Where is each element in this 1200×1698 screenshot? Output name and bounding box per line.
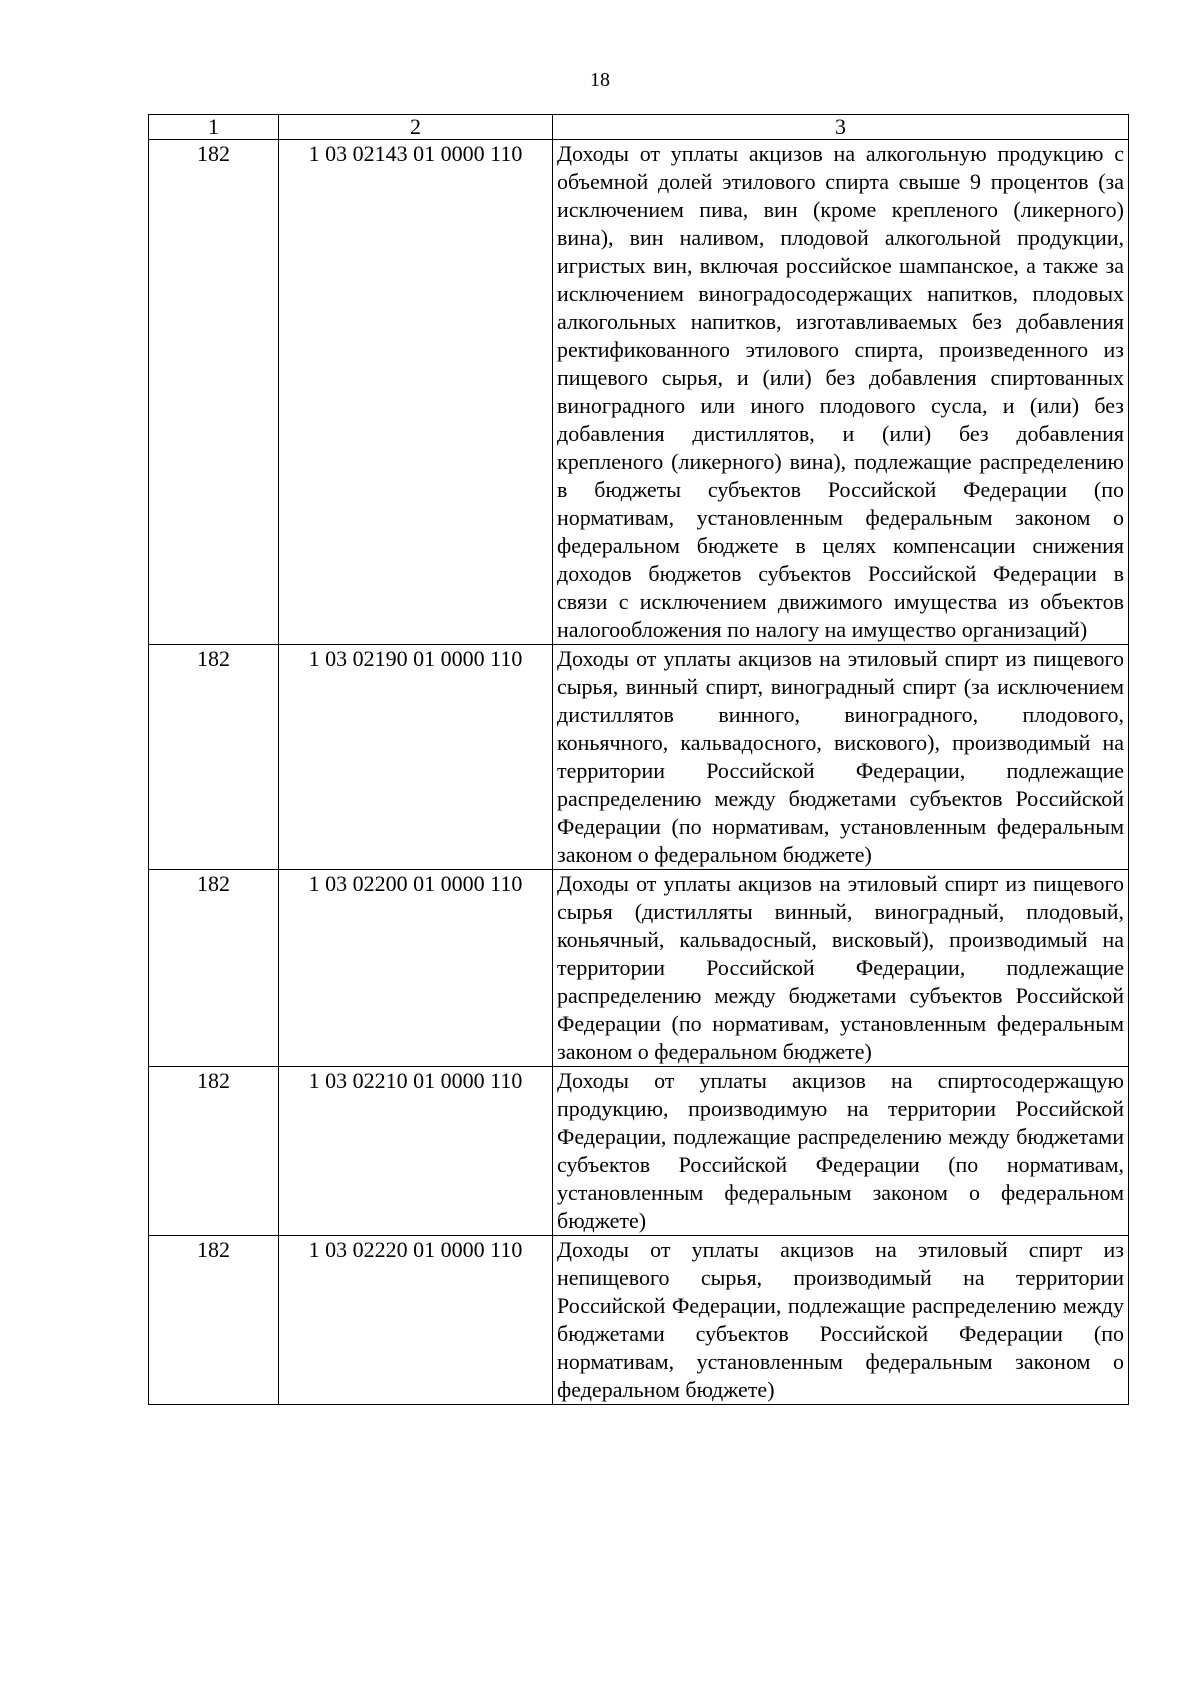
- admin-code-cell: 182: [149, 645, 279, 870]
- revenue-codes-table: [148, 114, 1129, 1405]
- table-row: [149, 870, 1129, 1067]
- table-header-row: [149, 115, 1129, 140]
- table-row: [149, 140, 1129, 645]
- page-number: 18: [590, 69, 610, 91]
- column-header-2: 2: [279, 115, 553, 140]
- kbk-cell: 1 03 02210 01 0000 110: [279, 1067, 553, 1236]
- table-row: [149, 1067, 1129, 1236]
- kbk-cell: 1 03 02143 01 0000 110: [279, 140, 553, 645]
- admin-code-cell: 182: [149, 1067, 279, 1236]
- admin-code-cell: 182: [149, 870, 279, 1067]
- kbk-cell: 1 03 02200 01 0000 110: [279, 870, 553, 1067]
- admin-code-cell: 182: [149, 140, 279, 645]
- admin-code-cell: 182: [149, 1236, 279, 1405]
- description-cell: Доходы от уплаты акцизов на спиртосодержащую продукцию, производимую на территории Российской Федерации, подлежащие распределению между бюджетами субъектов Российской Федерации (по нормативам, установленным федеральным законом о федеральном бюджете): [553, 1067, 1129, 1236]
- kbk-cell: 1 03 02220 01 0000 110: [279, 1236, 553, 1405]
- description-cell: Доходы от уплаты акцизов на этиловый спирт из непищевого сырья, производимый на территории Российской Федерации, подлежащие распределению между бюджетами субъектов Российской Федерации (по нормативам, установленным федеральным законом о федеральном бюджете): [553, 1236, 1129, 1405]
- description-cell: Доходы от уплаты акцизов на этиловый спирт из пищевого сырья, винный спирт, виноградный спирт (за исключением дистиллятов винного, виноградного, плодового, коньячного, кальвадосного, вискового), производимый на территории Российской Федерации, подлежащие распределению между бюджетами субъектов Российской Федерации (по нормативам, установленным федеральным законом о федеральном бюджете): [553, 645, 1129, 870]
- column-header-3: 3: [553, 115, 1129, 140]
- column-header-1: 1: [149, 115, 279, 140]
- description-cell: Доходы от уплаты акцизов на алкогольную продукцию с объемной долей этилового спирта свыше 9 процентов (за исключением пива, вин (кроме крепленого (ликерного) вина), вин наливом, плодовой алкогольной продукции, игристых вин, включая российское шампанское, а также за исключением виноградосодержащих напитков, плодовых алкогольных напитков, изготавливаемых без добавления ректификованного этилового спирта, произведенного из пищевого сырья, и (или) без добавления спиртованных виноградного или иного плодового сусла, и (или) без добавления дистиллятов, и (или) без добавления крепленого (ликерного) вина), подлежащие распределению в бюджеты субъектов Российской Федерации (по нормативам, установленным федеральным законом о федеральном бюджете в целях компенсации снижения доходов бюджетов субъектов Российской Федерации в связи с исключением движимого имущества из объектов налогообложения по налогу на имущество организаций): [553, 140, 1129, 645]
- kbk-cell: 1 03 02190 01 0000 110: [279, 645, 553, 870]
- table-row: [149, 1236, 1129, 1405]
- description-cell: Доходы от уплаты акцизов на этиловый спирт из пищевого сырья (дистилляты винный, виноградный, плодовый, коньячный, кальвадосный, висковый), производимый на территории Российской Федерации, подлежащие распределению между бюджетами субъектов Российской Федерации (по нормативам, установленным федеральным законом о федеральном бюджете): [553, 870, 1129, 1067]
- table-row: [149, 645, 1129, 870]
